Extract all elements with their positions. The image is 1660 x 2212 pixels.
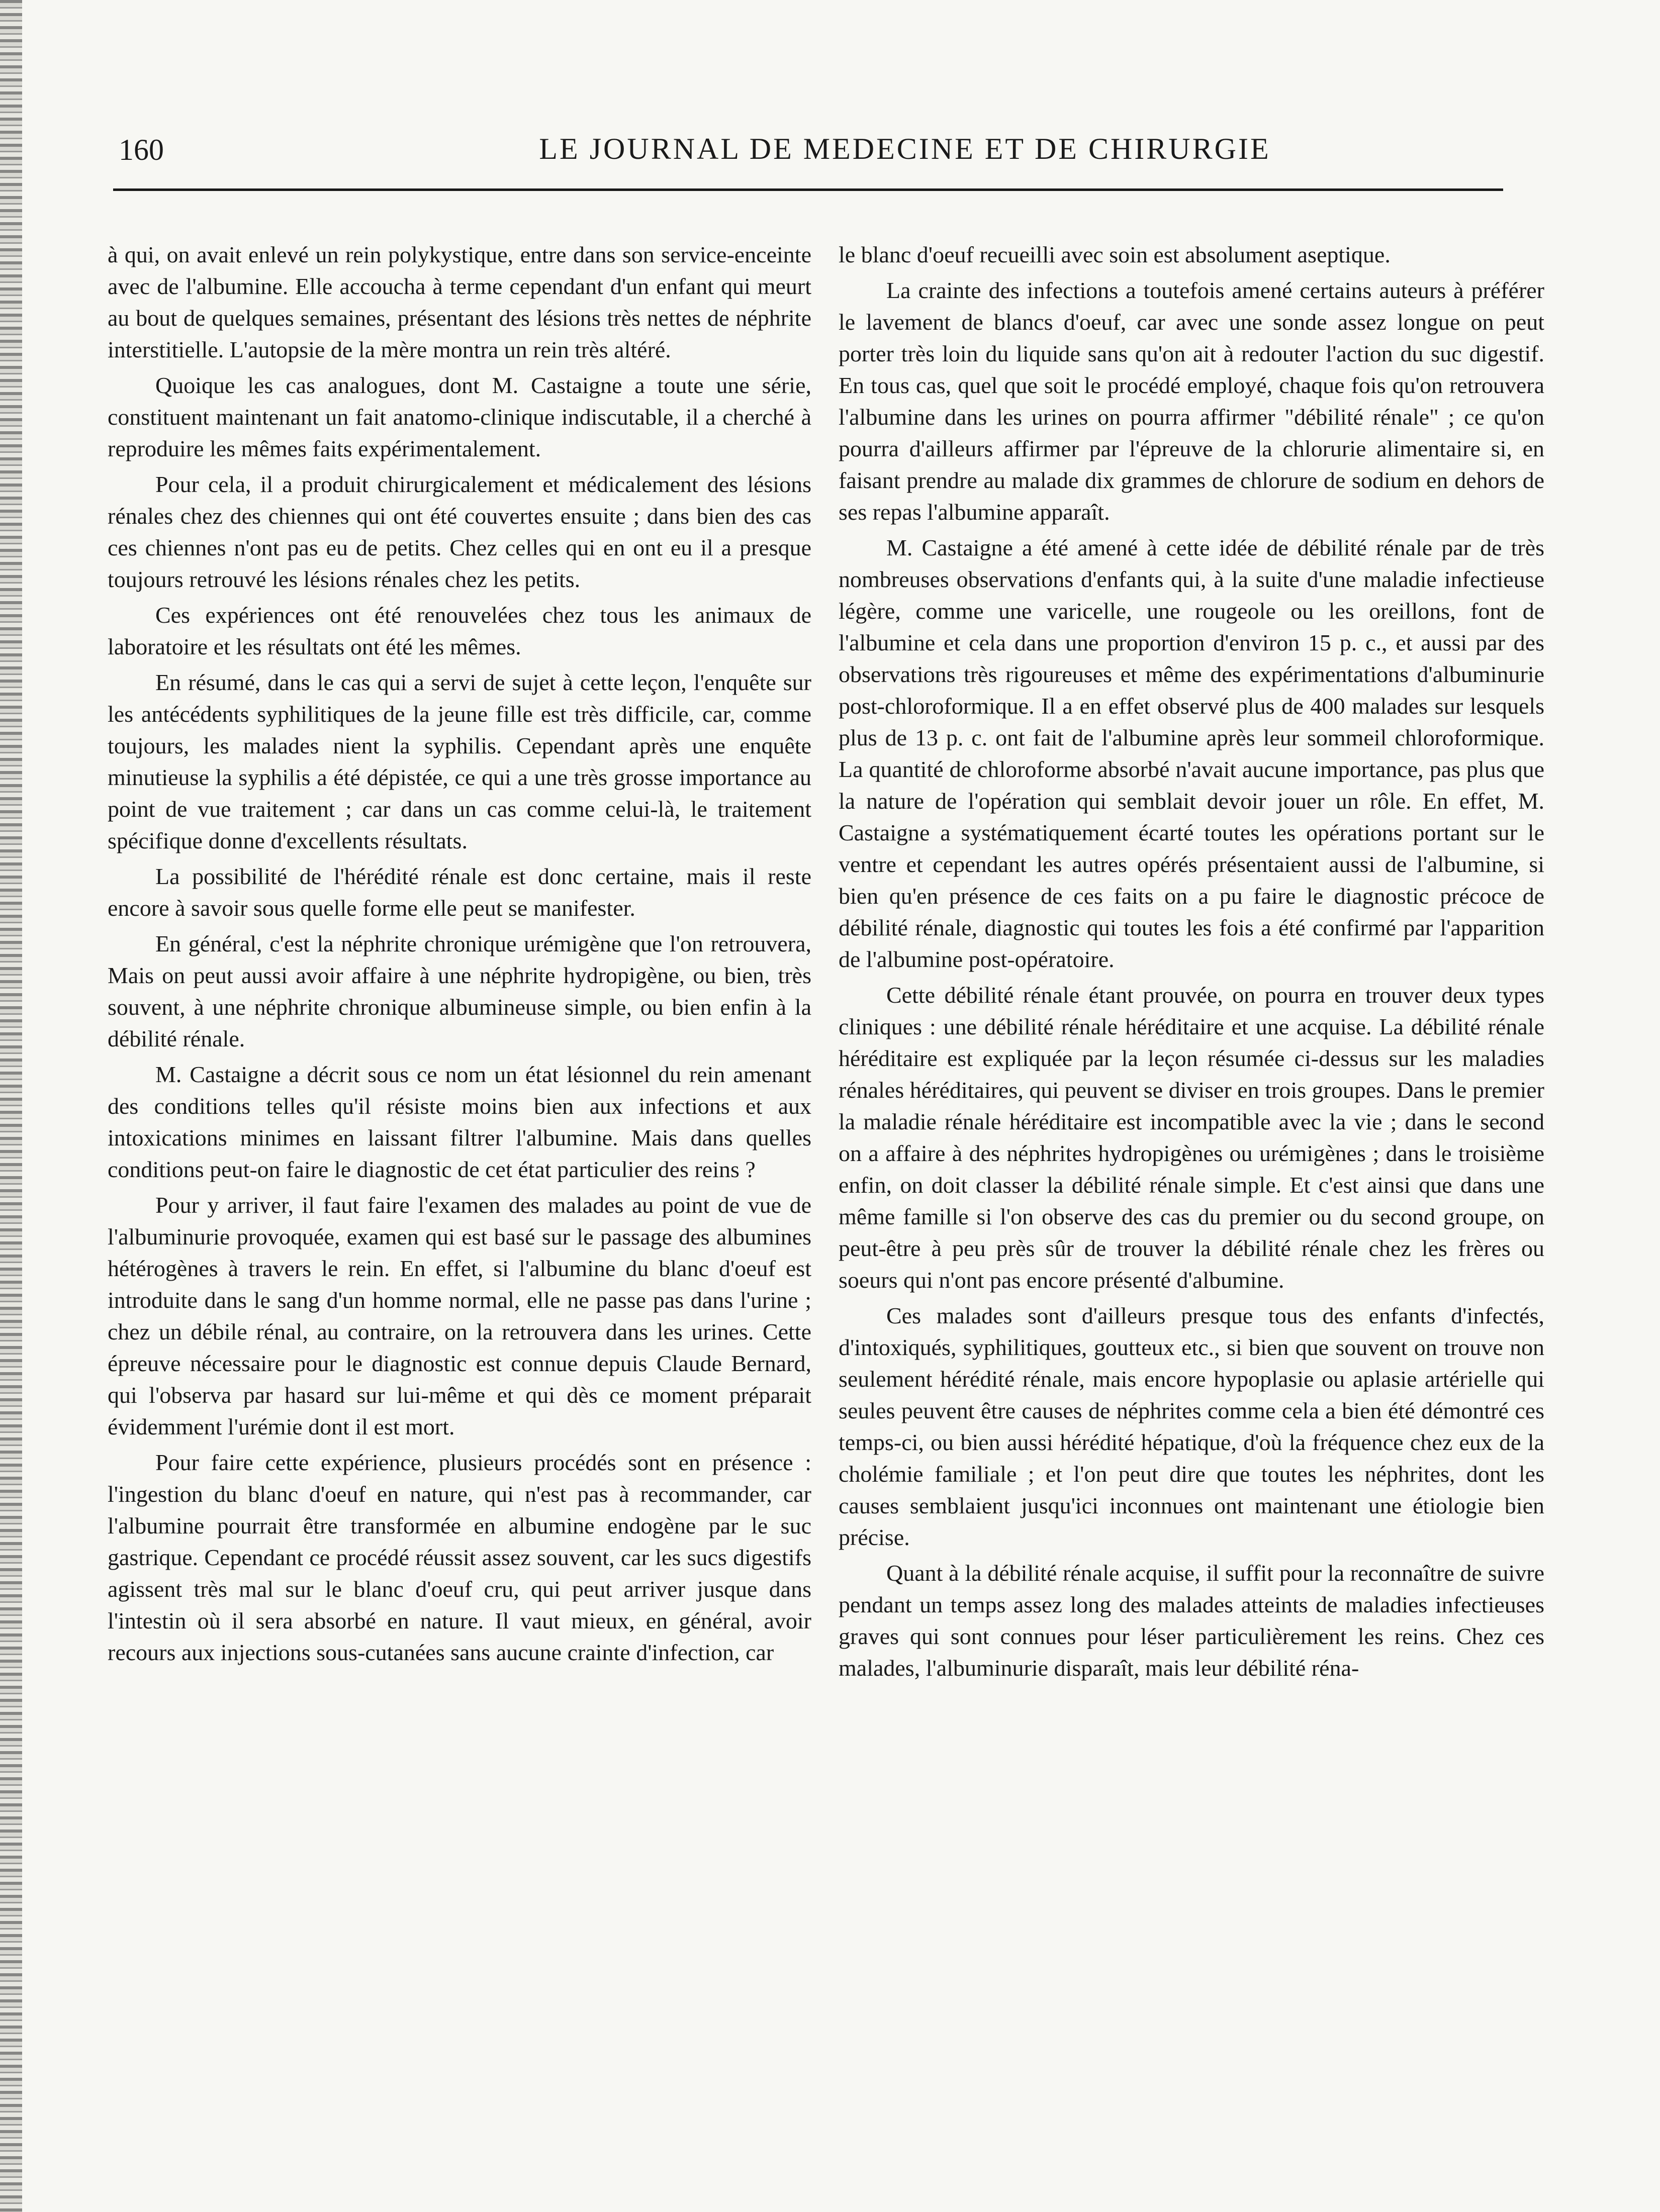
binding-edge	[0, 0, 22, 2212]
paragraph: La possibilité de l'hérédité rénale est donc certaine, mais il reste encore à savoir sous quelle forme elle peut se manifester.	[108, 863, 811, 921]
header-rule	[113, 188, 1503, 191]
paragraph: La crainte des infections a toutefois amené certains auteurs à préférer le lavement de blancs d'oeuf, car avec une sonde assez longue on peut porter très loin du liquide sans qu'on ait à redouter l'action du suc digestif. En tous cas, quel que soit le procédé employé, chaque fois qu'on retrouvera l'albumine dans les urines on pourra affirmer "débilité rénale" ; ce qu'on pourra d'ailleurs affirmer par l'épreuve de la chlorurie alimentaire si, en faisant prendre au malade dix grammes de chlorure de sodium en dehors de ses repas l'albumine apparaît.	[839, 277, 1544, 525]
running-title: LE JOURNAL DE MEDECINE ET DE CHIRURGIE	[539, 132, 1271, 165]
paragraph: Pour y arriver, il faut faire l'examen des malades au point de vue de l'albuminurie provoquée, examen qui est basé sur le passage des albumines hétérogènes à travers le rein. En effet, si l'albumine du blanc d'oeuf est introduite dans le sang d'un homme normal, elle ne passe pas dans l'urine ; chez un débile rénal, au contraire, on la retrouvera dans les urines. Cette épreuve nécessaire pour le diagnostic est connue depuis Claude Bernard, qui l'observa par hasard sur lui-même et qui dès ce moment préparait évidemment l'urémie dont il est mort.	[108, 1192, 811, 1439]
paragraph: Pour faire cette expérience, plusieurs procédés sont en présence : l'ingestion du blanc d'oeuf en nature, qui n'est pas à recommander, car l'albumine pourrait être transformée en albumine endogène par le suc gastrique. Cependant ce procédé réussit assez souvent, car les sucs digestifs agissent très mal sur le blanc d'oeuf cru, qui peut arriver jusque dans l'intestin où il sera absorbé en nature. Il vaut mieux, en général, avoir recours aux injections sous-cutanées sans aucune crainte d'infection, car	[108, 1450, 811, 1665]
paragraph: Cette débilité rénale étant prouvée, on pourra en trouver deux types cliniques : une débilité rénale héréditaire et une acquise. La débilité rénale héréditaire est expliquée par la leçon résumée ci-dessus sur les maladies rénales héréditaires, qui peuvent se diviser en trois groupes. Dans le premier la maladie rénale héréditaire est incompatible avec la vie ; dans le second on a affaire à des néphrites hydropigènes ou urémigènes ; dans le troisième enfin, on doit classer la débilité rénale simple. Et c'est ainsi que dans une même famille si l'on observe des cas du premier ou du second groupe, on peut-être à peu près sûr de trouver la débilité rénale chez les frères ou soeurs qui n'ont pas encore présenté d'albumine.	[839, 982, 1544, 1293]
paragraph: Ces expériences ont été renouvelées chez tous les animaux de laboratoire et les résultats ont été les mêmes.	[108, 602, 811, 659]
paragraph: En résumé, dans le cas qui a servi de sujet à cette leçon, l'enquête sur les antécédents syphilitiques de la jeune fille est très difficile, car, comme toujours, les malades nient la syphilis. Cependant après une enquête minutieuse la syphilis a été dépistée, ce qui a une très grosse importance au point de vue traitement ; car dans un cas comme celui-là, le traitement spécifique donne d'excellents résultats.	[108, 669, 811, 853]
paragraph: Pour cela, il a produit chirurgicalement et médicalement des lésions rénales chez des chiennes qui ont été couvertes ensuite ; dans bien des cas ces chiennes n'ont pas eu de petits. Chez celles qui en ont eu il a presque toujours retrouvé les lésions rénales chez les petits.	[108, 471, 811, 592]
paragraph: M. Castaigne a été amené à cette idée de débilité rénale par de très nombreuses observations d'enfants qui, à la suite d'une maladie infectieuse légère, comme une varicelle, une rougeole ou les oreillons, font de l'albumine et cela dans une proportion d'environ 15 p. c., et aussi par des observations très rigoureuses et même des expérimentations d'albuminurie post-chloroformique. Il a en effet observé plus de 400 malades sur lesquels plus de 13 p. c. ont fait de l'albumine après leur sommeil chloroformique. La quantité de chloroforme absorbé n'avait aucune importance, pas plus que la nature de l'opération qui semblait devoir jouer un rôle. En effet, M. Castaigne a systématiquement écarté toutes les opérations portant sur le ventre et cependant les autres opérés présentaient aussi de l'albumine, si bien qu'en présence de ces faits on a pu faire le diagnostic précoce de débilité rénale, diagnostic qui toutes les fois a été confirmé par l'apparition de l'albumine post-opératoire.	[839, 535, 1544, 972]
paragraph: Ces malades sont d'ailleurs presque tous des enfants d'infectés, d'intoxiqués, syphilitiques, goutteux etc., si bien que souvent on trouve non seulement hérédité rénale, mais encore hypoplasie ou aplasie artérielle qui seules peuvent être causes de néphrites comme cela a bien été démontré ces temps-ci, ou bien aussi hérédité hépatique, d'où la fréquence chez eux de la cholémie familiale ; et l'on peut dire que toutes les néphrites, dont les causes semblaient jusqu'ici inconnues ont maintenant une étiologie bien précise.	[839, 1303, 1544, 1550]
paragraph: Quoique les cas analogues, dont M. Castaigne a toute une série, constituent maintenant un fait anatomo-clinique indiscutable, il a cherché à reproduire les mêmes faits expérimentalement.	[108, 372, 811, 461]
paragraph: le blanc d'oeuf recueilli avec soin est absolument aseptique.	[839, 242, 1391, 267]
paragraph: à qui, on avait enlevé un rein polykystique, entre dans son service-enceinte avec de l'albumine. Elle accoucha à terme cependant d'un enfant qui meurt au bout de quelques semaines, présentant des lésions très nettes de néphrite interstitielle. L'autopsie de la mère montra un rein très altéré.	[108, 242, 811, 362]
paragraph: M. Castaigne a décrit sous ce nom un état lésionnel du rein amenant des conditions telles qu'il résiste moins bien aux infections et aux intoxications minimes en laissant filtrer l'albumine. Mais dans quelles conditions peut-on faire le diagnostic de cet état particulier des reins ?	[108, 1062, 811, 1182]
page-number: 160	[119, 133, 164, 166]
right-column	[839, 239, 1544, 1688]
left-column	[108, 239, 811, 1672]
paragraph: Quant à la débilité rénale acquise, il suffit pour la reconnaître de suivre pendant un temps assez long des malades atteints de maladies infectieuses graves qui sont connues pour léser particulièrement les reins. Chez ces malades, l'albuminurie disparaît, mais leur débilité réna-	[839, 1560, 1544, 1681]
paragraph: En général, c'est la néphrite chronique urémigène que l'on retrouvera, Mais on peut aussi avoir affaire à une néphrite hydropigène, ou bien, très souvent, à une néphrite chronique albumineuse simple, ou bien enfin à la débilité rénale.	[108, 931, 811, 1051]
